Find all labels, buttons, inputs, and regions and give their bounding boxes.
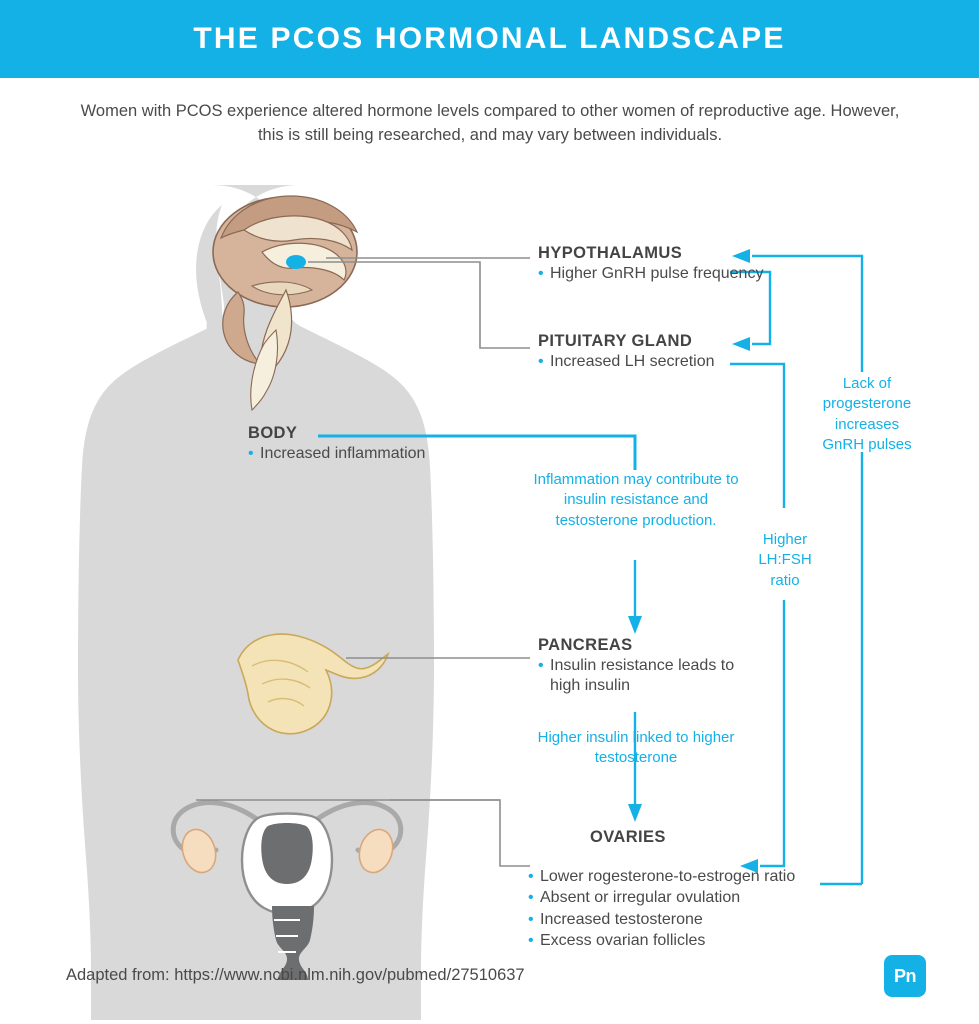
section-ovaries-title bbox=[590, 828, 790, 847]
list-item: • Lower rogesterone-to-estrogen ratio bbox=[528, 867, 848, 887]
section-ovaries-bullets bbox=[528, 866, 848, 951]
page-title: THE PCOS HORMONAL LANDSCAPE bbox=[193, 22, 786, 55]
list-item: • Increased testosterone bbox=[528, 910, 848, 930]
list-item: • Absent or irregular ovulation bbox=[528, 888, 848, 908]
pancreas-title: PANCREAS bbox=[538, 636, 633, 654]
list-item: • Higher GnRH pulse frequency bbox=[538, 264, 768, 284]
body-title: BODY bbox=[248, 424, 298, 442]
logo-text: Pn bbox=[884, 955, 926, 997]
hypothalamus-bullets bbox=[538, 264, 768, 284]
list-item: • Excess ovarian follicles bbox=[528, 931, 848, 951]
ovaries-bullets bbox=[528, 867, 848, 951]
section-hypothalamus bbox=[538, 244, 768, 284]
section-pituitary bbox=[538, 332, 778, 372]
pituitary-title: PITUITARY GLAND bbox=[538, 332, 693, 350]
flow-note-progesterone: Lack of progesterone increases GnRH pulses bbox=[822, 375, 912, 453]
pituitary-bullets bbox=[538, 352, 778, 372]
hypothalamus-title: HYPOTHALAMUS bbox=[538, 244, 683, 262]
subtitle-text: Women with PCOS experience altered hormone levels compared to other women of reproductive age. However, this is still being researched, and may vary between individuals. bbox=[80, 102, 900, 144]
section-body bbox=[248, 424, 428, 464]
list-item: • Increased LH secretion bbox=[538, 352, 778, 372]
section-pancreas bbox=[538, 636, 768, 697]
brand-logo bbox=[884, 955, 926, 997]
flow-note-lh-fsh: Higher LH:FSH ratio bbox=[758, 531, 812, 589]
flow-note-inflammation: Inflammation may contribute to insulin resistance and testosterone production. bbox=[533, 471, 739, 529]
body-bullets bbox=[248, 444, 428, 464]
list-item: • Insulin resistance leads to high insulin bbox=[538, 656, 768, 697]
pancreas-bullets bbox=[538, 656, 768, 697]
ovaries-title: OVARIES bbox=[590, 828, 666, 846]
list-item: • Increased inflammation bbox=[248, 444, 428, 464]
flow-note-insulin: Higher insulin linked to higher testosterone bbox=[537, 729, 735, 767]
source-footer: Adapted from: https://www.ncbi.nlm.nih.gov/pubmed/27510637 bbox=[66, 966, 525, 984]
